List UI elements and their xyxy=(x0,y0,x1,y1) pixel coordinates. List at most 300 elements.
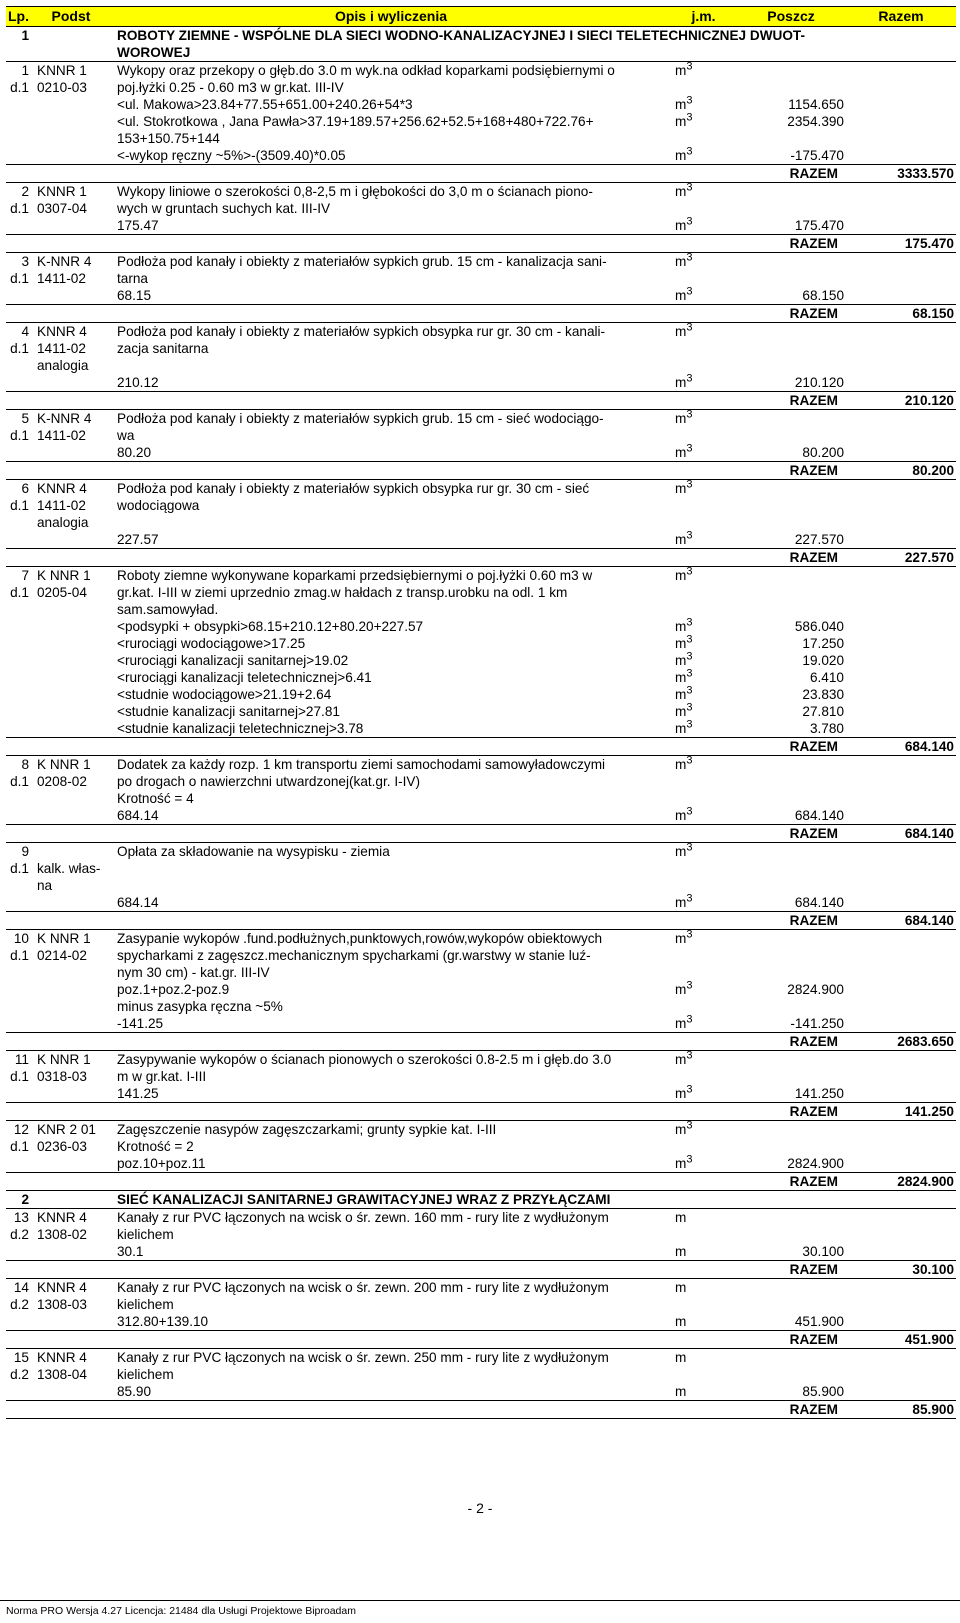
podst-cell xyxy=(31,1401,111,1419)
header-jm: j.m. xyxy=(671,7,736,27)
position-number: d.1 xyxy=(10,341,29,356)
partial-quantity xyxy=(736,790,846,807)
basis-code xyxy=(31,686,111,703)
razem-row xyxy=(6,825,956,843)
basis-code xyxy=(31,790,111,807)
total-quantity xyxy=(846,79,956,96)
unit xyxy=(671,79,736,96)
section-number: 2 xyxy=(6,1191,31,1209)
razem-row xyxy=(6,462,956,480)
position-number xyxy=(6,514,31,531)
podst-cell xyxy=(31,27,111,45)
lp-cell xyxy=(6,235,31,253)
description: kielichem xyxy=(117,1367,174,1382)
description: <podsypki + obsypki>68.15+210.12+80.20+227.57 xyxy=(117,619,424,634)
basis-code: 0205-04 xyxy=(37,585,87,600)
partial-quantity: 451.900 xyxy=(794,1314,844,1329)
total-quantity xyxy=(846,1121,956,1139)
total-quantity xyxy=(846,374,956,392)
total-quantity xyxy=(846,669,956,686)
section-heading-row xyxy=(6,27,956,45)
unit-base: m xyxy=(675,895,687,910)
position-number xyxy=(6,1085,31,1103)
basis-code: K NNR 1 xyxy=(31,756,111,774)
total-quantity xyxy=(846,96,956,113)
partial-quantity xyxy=(736,1051,846,1069)
podst-cell xyxy=(31,825,111,843)
calc-line-row xyxy=(6,686,956,703)
unit-base: m xyxy=(675,532,687,547)
description: 68.15 xyxy=(117,288,152,303)
section-heading-row xyxy=(6,1191,956,1209)
podst-cell xyxy=(31,305,111,323)
position-row xyxy=(6,1209,956,1227)
unit-base: m xyxy=(675,844,687,859)
position-number: d.1 xyxy=(10,1069,29,1084)
calc-line-row xyxy=(6,357,956,374)
partial-quantity: 80.200 xyxy=(802,445,844,460)
total-quantity xyxy=(846,1209,956,1227)
unit xyxy=(671,514,736,531)
position-row xyxy=(6,567,956,585)
partial-quantity xyxy=(736,497,846,514)
unit xyxy=(671,323,736,341)
total-quantity xyxy=(846,584,956,601)
calc-line-row xyxy=(6,514,956,531)
partial-quantity xyxy=(736,183,846,201)
unit-base: m xyxy=(675,481,687,496)
basis-code: 1411-02 xyxy=(37,271,86,286)
description: Kanały z rur PVC łączonych na wcisk o śr. zewn. 250 mm - rury lite z wydłużonym xyxy=(111,1349,671,1367)
basis-code: 0236-03 xyxy=(37,1139,87,1154)
partial-quantity xyxy=(736,427,846,444)
software-footer: Norma PRO Wersja 4.27 Licencja: 21484 dla Usługi Projektowe Biproadam xyxy=(0,1600,960,1621)
position-number: d.1 xyxy=(10,948,29,963)
calc-line-row xyxy=(6,635,956,652)
partial-quantity xyxy=(736,1138,846,1155)
unit-exponent: 3 xyxy=(686,979,693,992)
total-quantity xyxy=(846,1296,956,1313)
unit xyxy=(671,981,736,998)
razem-row xyxy=(6,1033,956,1051)
position-row xyxy=(6,1279,956,1297)
unit-exponent: 3 xyxy=(686,478,693,491)
unit-exponent: 3 xyxy=(686,408,693,421)
partial-quantity xyxy=(736,567,846,585)
total-quantity xyxy=(846,130,956,147)
table-body xyxy=(6,27,956,1419)
basis-code xyxy=(31,531,111,549)
unit xyxy=(671,340,736,357)
basis-code xyxy=(31,374,111,392)
unit-exponent: 3 xyxy=(686,565,693,578)
total-quantity xyxy=(846,807,956,825)
unit-exponent: 3 xyxy=(686,215,693,228)
total-quantity xyxy=(846,843,956,861)
unit-exponent: 3 xyxy=(686,1049,693,1062)
description: poz.10+poz.11 xyxy=(117,1156,206,1171)
razem-value: 2824.900 xyxy=(846,1173,956,1191)
basis-code: 1308-04 xyxy=(37,1367,87,1382)
partial-quantity xyxy=(736,480,846,498)
unit-exponent: 3 xyxy=(686,94,693,107)
unit xyxy=(671,877,736,894)
calc-line-row xyxy=(6,894,956,912)
partial-quantity xyxy=(736,1296,846,1313)
unit xyxy=(671,531,736,549)
partial-quantity xyxy=(736,584,846,601)
description xyxy=(111,514,671,531)
razem-label: RAZEM xyxy=(671,1103,846,1121)
total-quantity xyxy=(846,217,956,235)
total-quantity xyxy=(846,1243,956,1261)
unit-base: m xyxy=(675,63,687,78)
unit xyxy=(671,1051,736,1069)
calc-line-row xyxy=(6,130,956,147)
partial-quantity: 68.150 xyxy=(802,288,844,303)
basis-code: 0318-03 xyxy=(37,1069,87,1084)
razem-row xyxy=(6,1173,956,1191)
position-row xyxy=(6,1349,956,1367)
unit-base: m xyxy=(675,1086,687,1101)
description: Krotność = 4 xyxy=(117,791,194,806)
position-number: d.1 xyxy=(10,498,29,513)
unit xyxy=(671,618,736,635)
unit-base: m xyxy=(675,568,687,583)
unit xyxy=(671,1121,736,1139)
partial-quantity: 23.830 xyxy=(802,687,844,702)
unit xyxy=(671,1226,736,1243)
total-quantity xyxy=(846,183,956,201)
unit xyxy=(671,270,736,287)
total-quantity xyxy=(846,340,956,357)
lp-cell xyxy=(6,165,31,183)
position-number: 10 xyxy=(6,930,31,948)
description: 312.80+139.10 xyxy=(117,1314,209,1329)
unit-base: m xyxy=(675,619,687,634)
basis-code xyxy=(31,217,111,235)
basis-code xyxy=(31,287,111,305)
lp-cell xyxy=(6,462,31,480)
unit-base: m xyxy=(675,288,687,303)
unit-exponent: 3 xyxy=(686,841,693,854)
total-quantity xyxy=(846,1051,956,1069)
calc-line-row xyxy=(6,217,956,235)
razem-row xyxy=(6,1103,956,1121)
basis-code xyxy=(31,981,111,998)
description: <-wykop ręczny ~5%>-(3509.40)*0.05 xyxy=(117,148,346,163)
basis-code: na xyxy=(37,878,53,893)
unit-base: m xyxy=(675,254,687,269)
description: Kanały z rur PVC łączonych na wcisk o śr. zewn. 200 mm - rury lite z wydłużonym xyxy=(111,1279,671,1297)
section-heading-row xyxy=(6,44,956,62)
total-quantity xyxy=(846,113,956,130)
description: 684.14 xyxy=(117,895,159,910)
position-number: 11 xyxy=(6,1051,31,1069)
description: 30.1 xyxy=(117,1244,144,1259)
basis-code: 0210-03 xyxy=(37,80,87,95)
description: kielichem xyxy=(117,1227,174,1242)
position-number: 3 xyxy=(6,253,31,271)
description: <studnie wodociągowe>21.19+2.64 xyxy=(117,687,332,702)
basis-code: KNNR 4 xyxy=(31,1209,111,1227)
podst-cell xyxy=(31,1331,111,1349)
partial-quantity xyxy=(736,1349,846,1367)
position-number xyxy=(6,531,31,549)
basis-code: 0307-04 xyxy=(37,201,87,216)
unit xyxy=(671,947,736,964)
position-row xyxy=(6,756,956,774)
lp-cell xyxy=(6,392,31,410)
description: kielichem xyxy=(117,1297,174,1312)
unit xyxy=(671,1366,736,1383)
position-number: 4 xyxy=(6,323,31,341)
total-quantity xyxy=(846,147,956,165)
basis-code xyxy=(31,843,111,861)
position-number xyxy=(6,1243,31,1261)
partial-quantity xyxy=(736,860,846,877)
position-number xyxy=(6,1015,31,1033)
unit xyxy=(671,374,736,392)
total-quantity xyxy=(846,480,956,498)
unit xyxy=(671,860,736,877)
description: 227.57 xyxy=(117,532,159,547)
unit xyxy=(671,113,736,130)
opis-cell xyxy=(111,738,671,756)
lp-cell xyxy=(6,1261,31,1279)
unit-base: m xyxy=(675,324,687,339)
razem-value: 227.570 xyxy=(846,549,956,567)
position-number xyxy=(6,807,31,825)
basis-code xyxy=(31,998,111,1015)
razem-value: 684.140 xyxy=(846,825,956,843)
partial-quantity: 3.780 xyxy=(809,721,844,736)
razem-label: RAZEM xyxy=(671,462,846,480)
description: Wykopy oraz przekopy o głęb.do 3.0 m wyk.na odkład koparkami podsiębiernymi o xyxy=(111,62,671,80)
unit-base: m xyxy=(675,653,687,668)
calc-line-row xyxy=(6,79,956,96)
unit-base: m xyxy=(675,808,687,823)
partial-quantity: -141.250 xyxy=(790,1016,844,1031)
partial-quantity xyxy=(736,601,846,618)
description: wych w gruntach suchych kat. III-IV xyxy=(117,201,331,216)
total-quantity xyxy=(846,1383,956,1401)
partial-quantity: -175.470 xyxy=(790,148,844,163)
partial-quantity: 85.900 xyxy=(802,1384,844,1399)
unit: m xyxy=(675,1314,687,1329)
total-quantity xyxy=(846,270,956,287)
description: <ul. Stokrotkowa , Jana Pawła>37.19+189.57+256.62+52.5+168+480+722.76+ xyxy=(117,114,594,129)
description: zacja sanitarna xyxy=(117,341,209,356)
unit: m xyxy=(671,1279,736,1297)
position-number: d.1 xyxy=(10,428,29,443)
position-number xyxy=(6,635,31,652)
unit-base: m xyxy=(675,757,687,772)
partial-quantity xyxy=(736,877,846,894)
razem-label: RAZEM xyxy=(671,549,846,567)
unit xyxy=(671,686,736,703)
partial-quantity xyxy=(736,79,846,96)
description: Zagęszczenie nasypów zagęszczarkami; grunty sypkie kat. I-III xyxy=(111,1121,671,1139)
calc-line-row xyxy=(6,444,956,462)
unit-exponent: 3 xyxy=(686,529,693,542)
partial-quantity: 2824.900 xyxy=(787,1156,844,1171)
unit xyxy=(671,669,736,686)
unit xyxy=(671,287,736,305)
position-number xyxy=(6,113,31,130)
unit-base: m xyxy=(675,670,687,685)
unit-exponent: 3 xyxy=(686,145,693,158)
unit xyxy=(671,444,736,462)
razem-value: 684.140 xyxy=(846,912,956,930)
description: 153+150.75+144 xyxy=(117,131,220,146)
calc-line-row xyxy=(6,147,956,165)
partial-quantity xyxy=(736,357,846,374)
basis-code: 1411-02 xyxy=(37,498,86,513)
podst-cell xyxy=(31,462,111,480)
basis-code xyxy=(31,652,111,669)
position-row xyxy=(6,930,956,948)
position-number: 5 xyxy=(6,410,31,428)
calc-line-row xyxy=(6,1068,956,1085)
description: Podłoża pod kanały i obiekty z materiałów sypkich obsypka rur gr. 30 cm - kanali- xyxy=(111,323,671,341)
razem-value: 141.250 xyxy=(846,1103,956,1121)
razem-row xyxy=(6,392,956,410)
unit-base: m xyxy=(675,1016,687,1031)
basis-code xyxy=(31,964,111,981)
basis-code xyxy=(31,1015,111,1033)
basis-code: KNNR 1 xyxy=(31,183,111,201)
description: Podłoża pod kanały i obiekty z materiałów sypkich obsypka rur gr. 30 cm - sieć xyxy=(111,480,671,498)
description xyxy=(111,860,671,877)
opis-cell xyxy=(111,392,671,410)
calc-line-row xyxy=(6,947,956,964)
razem-label: RAZEM xyxy=(671,1033,846,1051)
description: <rurociągi kanalizacji teletechnicznej>6.41 xyxy=(117,670,372,685)
calc-line-row xyxy=(6,1226,956,1243)
description: po drogach o nawierzchni utwardzonej(kat.gr. I-IV) xyxy=(117,774,420,789)
description: Podłoża pod kanały i obiekty z materiałów sypkich grub. 15 cm - sieć wodociągo- xyxy=(111,410,671,428)
razem-label: RAZEM xyxy=(671,1401,846,1419)
calc-line-row xyxy=(6,270,956,287)
description xyxy=(111,357,671,374)
partial-quantity: 227.570 xyxy=(794,532,844,547)
unit-base: m xyxy=(675,114,687,129)
position-number: d.2 xyxy=(10,1297,29,1312)
unit-exponent: 3 xyxy=(686,684,693,697)
position-number xyxy=(6,964,31,981)
basis-code: K NNR 1 xyxy=(31,567,111,585)
partial-quantity xyxy=(736,773,846,790)
total-quantity xyxy=(846,1138,956,1155)
unit xyxy=(671,200,736,217)
calc-line-row xyxy=(6,497,956,514)
calc-line-row xyxy=(6,1155,956,1173)
total-quantity xyxy=(846,860,956,877)
podst-cell xyxy=(31,1103,111,1121)
description: poj.łyżki 0.25 - 0.60 m3 w gr.kat. III-IV xyxy=(117,80,344,95)
description: 175.47 xyxy=(117,218,159,233)
calc-line-row xyxy=(6,877,956,894)
podst-cell xyxy=(31,1033,111,1051)
podst-cell xyxy=(31,1173,111,1191)
basis-code: K NNR 1 xyxy=(31,1051,111,1069)
basis-code xyxy=(31,130,111,147)
razem-value: 451.900 xyxy=(846,1331,956,1349)
position-number: 7 xyxy=(6,567,31,585)
calc-line-row xyxy=(6,998,956,1015)
unit xyxy=(671,1138,736,1155)
lp-cell xyxy=(6,549,31,567)
unit-base: m xyxy=(675,411,687,426)
podst-cell xyxy=(31,44,111,62)
unit xyxy=(671,96,736,113)
description: m w gr.kat. I-III xyxy=(117,1069,207,1084)
position-number: 6 xyxy=(6,480,31,498)
total-quantity xyxy=(846,1068,956,1085)
unit-exponent: 3 xyxy=(686,251,693,264)
position-number xyxy=(6,1155,31,1173)
unit-exponent: 3 xyxy=(686,633,693,646)
unit-base: m xyxy=(675,445,687,460)
unit xyxy=(671,497,736,514)
unit-exponent: 3 xyxy=(686,111,693,124)
position-row xyxy=(6,62,956,80)
description: <rurociągi kanalizacji sanitarnej>19.02 xyxy=(117,653,349,668)
total-quantity xyxy=(846,720,956,738)
calc-line-row xyxy=(6,531,956,549)
description: -141.25 xyxy=(117,1016,164,1031)
description: Kanały z rur PVC łączonych na wcisk o śr. zewn. 160 mm - rury lite z wydłużonym xyxy=(111,1209,671,1227)
calc-line-row xyxy=(6,860,956,877)
opis-cell xyxy=(111,1331,671,1349)
basis-code: KNR 2 01 xyxy=(31,1121,111,1139)
opis-cell xyxy=(111,165,671,183)
total-quantity xyxy=(846,410,956,428)
unit xyxy=(671,253,736,271)
razem-value: 30.100 xyxy=(846,1261,956,1279)
unit-base: m xyxy=(675,1122,687,1137)
partial-quantity xyxy=(736,756,846,774)
basis-code xyxy=(31,1313,111,1331)
basis-code: 1308-03 xyxy=(37,1297,87,1312)
header-razem: Razem xyxy=(846,7,956,27)
partial-quantity xyxy=(736,1068,846,1085)
lp-cell xyxy=(6,1331,31,1349)
basis-code: KNNR 4 xyxy=(31,323,111,341)
calc-line-row xyxy=(6,113,956,130)
basis-code xyxy=(31,1383,111,1401)
unit xyxy=(671,1015,736,1033)
razem-label: RAZEM xyxy=(671,305,846,323)
total-quantity xyxy=(846,567,956,585)
partial-quantity: 175.470 xyxy=(794,218,844,233)
partial-quantity xyxy=(736,62,846,80)
basis-code: KNNR 1 xyxy=(31,62,111,80)
section-number xyxy=(6,44,31,62)
opis-cell xyxy=(111,1103,671,1121)
unit xyxy=(671,843,736,861)
lp-cell xyxy=(6,738,31,756)
unit xyxy=(671,147,736,165)
description: Zasypanie wykopów .fund.podłużnych,punktowych,rowów,wykopów obiektowych xyxy=(111,930,671,948)
position-number xyxy=(6,96,31,113)
description: 85.90 xyxy=(117,1384,152,1399)
partial-quantity xyxy=(736,253,846,271)
razem-row xyxy=(6,1401,956,1419)
calc-line-row xyxy=(6,601,956,618)
razem-label: RAZEM xyxy=(671,392,846,410)
